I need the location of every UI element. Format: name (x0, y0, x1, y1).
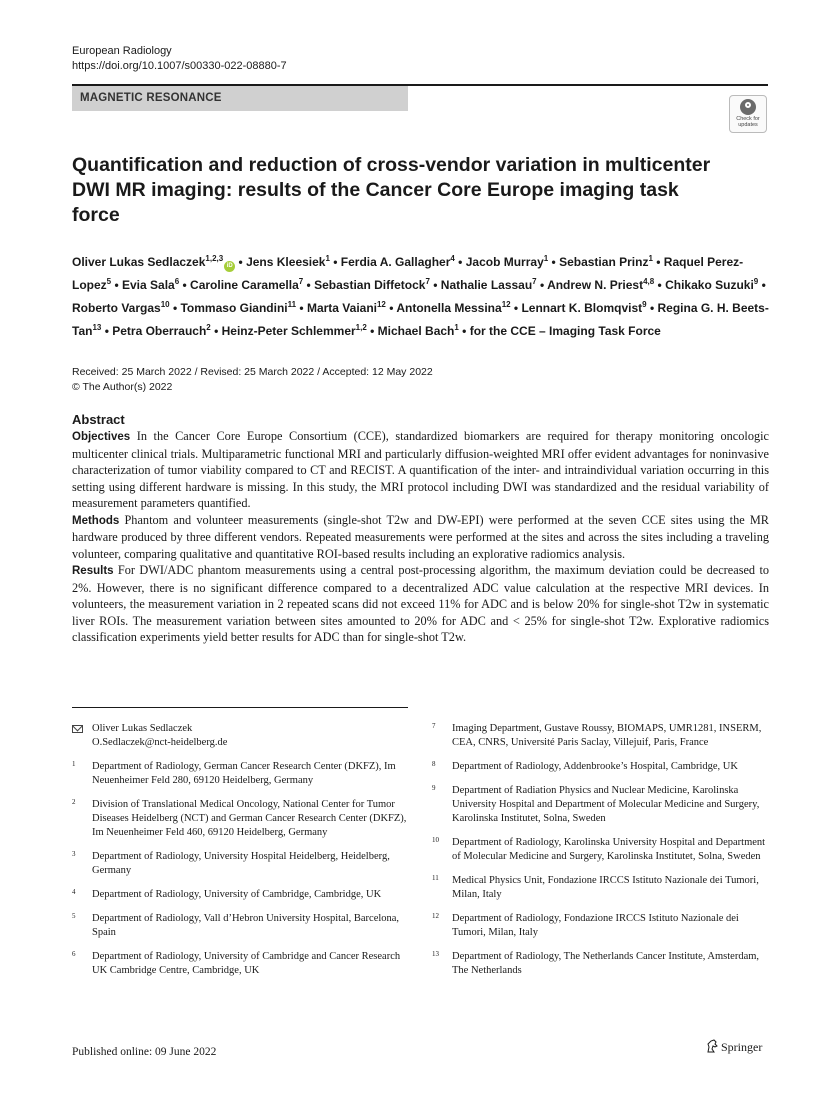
author-name[interactable]: Ferdia A. Gallagher (340, 255, 451, 269)
abstract-results (72, 562, 769, 646)
author-separator: • (179, 278, 191, 292)
author-affiliation-ref[interactable]: 2 (206, 323, 211, 332)
author-separator: • (510, 301, 522, 315)
affiliation (432, 874, 772, 902)
section-label: MAGNETIC RESONANCE (72, 86, 408, 111)
abstract-text: For DWI/ADC phantom measurements using a central post-processing algorithm, the maximum deviation could be decreased to 2%. However, there is no significant difference compared to a decentralized ADC value calculation at the respective MRI devices. In volunteers, the measurement variation in 2 repeated scans did not exceed 11% for ADC and is below 20% for single-shot T2w in systematic liver ROIs. The measurement variation between sites amounted to 20% for ADC and < 25% for single-shot T2w. Explorative radiomics classification experiments yield better results for ADC than for single-shot T2w. (72, 563, 770, 644)
author-name[interactable]: Jacob Murray (465, 255, 544, 269)
author-affiliation-ref[interactable]: 4,8 (643, 277, 655, 286)
affiliation-number: 8 (432, 760, 436, 768)
author-affiliation-ref[interactable]: 1 (543, 254, 549, 263)
author-name[interactable]: Andrew N. Priest (547, 278, 644, 292)
author-affiliation-ref[interactable]: 12 (376, 300, 386, 309)
author-separator: • (548, 255, 560, 269)
check-for-updates-line1: Check for (736, 116, 760, 122)
author-affiliation-ref[interactable]: 1,2 (355, 323, 367, 332)
author-affiliation-ref[interactable]: 1 (325, 254, 330, 263)
author-separator: • (652, 255, 664, 269)
journal-name: European Radiology (72, 45, 172, 57)
abstract-label: Results (72, 565, 114, 577)
author-separator: • (646, 301, 658, 315)
author-separator: • (296, 301, 307, 315)
author-separator: • (654, 278, 666, 292)
correspondence (72, 722, 412, 750)
envelope-icon (72, 725, 83, 733)
springer-horse-icon (706, 1039, 718, 1053)
author-name[interactable]: Heinz-Peter Schlemmer (221, 324, 356, 338)
check-for-updates-line2: updates (738, 122, 758, 128)
author-name[interactable]: Michael Bach (377, 324, 455, 338)
author-name[interactable]: Raquel Perez-Lopez (72, 255, 744, 292)
author-list (72, 249, 772, 341)
affiliation-text: Imaging Department, Gustave Roussy, BIOMAPS, UMR1281, INSERM, CEA, CNRS, Université Paris Saclay, Villejuif, Paris, France (452, 723, 762, 748)
author-name[interactable]: Sebastian Prinz (559, 255, 649, 269)
author-separator: • (458, 324, 470, 338)
author-separator: • (169, 301, 181, 315)
affiliation-text: Department of Radiology, Vall d’Hebron University Hospital, Barcelona, Spain (92, 913, 400, 938)
author-affiliation-ref[interactable]: 6 (174, 277, 180, 286)
affiliation (432, 784, 772, 826)
author-separator: • (329, 255, 341, 269)
affiliation (432, 722, 772, 750)
author-affiliation-ref[interactable]: 10 (160, 300, 170, 309)
affiliation-number: 7 (432, 722, 436, 730)
affiliation-number: 13 (432, 950, 439, 958)
correspondence-name: Oliver Lukas Sedlaczek (92, 723, 193, 734)
author-name[interactable]: Oliver Lukas Sedlaczek (72, 255, 206, 269)
publisher-logo (706, 1039, 762, 1055)
affiliation-number: 5 (72, 912, 76, 920)
orcid-icon[interactable]: iD (224, 261, 235, 272)
author-separator: • (101, 324, 113, 338)
affiliation-number: 3 (72, 850, 76, 858)
author-separator: • (385, 301, 397, 315)
affiliation-text: Department of Radiology, Addenbrooke’s Hospital, Cambridge, UK (452, 761, 738, 772)
footnote-rule (72, 707, 408, 708)
author-group: for the CCE – Imaging Task Force (469, 324, 661, 338)
article-title: Quantification and reduction of cross-vendor variation in multicenter DWI MR imaging: results of the Cancer Core Europe imaging task force (72, 154, 711, 226)
author-separator: • (429, 278, 441, 292)
author-affiliation-ref[interactable]: 7 (425, 277, 430, 286)
author-separator: • (366, 324, 378, 338)
affiliation-list-right (432, 722, 772, 978)
affiliation-text: Medical Physics Unit, Fondazione IRCCS Istituto Nazionale dei Tumori, Milan, Italy (452, 875, 759, 900)
abstract-label: Objectives (72, 431, 131, 443)
author-affiliation-ref[interactable]: 9 (753, 277, 759, 286)
abstract-objectives (72, 428, 769, 512)
affiliation-number: 1 (72, 760, 76, 768)
author-affiliation-ref[interactable]: 13 (92, 323, 102, 332)
author-name[interactable]: Regina G. H. Beets-Tan (72, 301, 769, 338)
affiliations-right (432, 722, 772, 988)
affiliation-list-left (72, 760, 412, 978)
affiliation-number: 9 (432, 784, 436, 792)
check-for-updates-button[interactable] (729, 95, 767, 133)
author-affiliation-ref[interactable]: 11 (287, 300, 297, 309)
affiliation (72, 850, 412, 878)
affiliation-number: 12 (432, 912, 439, 920)
author-name[interactable]: Roberto Vargas (72, 301, 161, 315)
copyright: © The Author(s) 2022 (72, 381, 173, 393)
author-separator: • (758, 278, 766, 292)
author-name[interactable]: Chikako Suzuki (665, 278, 754, 292)
author-name[interactable]: Jens Kleesiek (246, 255, 326, 269)
abstract-text: In the Cancer Core Europe Consortium (CCE), standardized biomarkers are required for therapy monitoring oncologic multicenter clinical trials. Multiparametric functional MRI and particularly diffusion-weighted MRI offer evident advantages for noninvasive characterization of tumor viability compared to CT and RECIST. A quantification of the inter- and intraindividual variation occurring in this setting using different hardware is missing. In this study, the MRI protocol including DWI was standardized and the residual variability of measurement parameters quantified. (72, 429, 769, 510)
affiliation-text: Department of Radiation Physics and Nuclear Medicine, Karolinska University Hospital and Department of Molecular Medicine and Surgery, Karolinska Institutet, Solna, Sweden (452, 785, 760, 824)
affiliation-number: 2 (72, 798, 76, 806)
author-affiliation-ref[interactable]: 1,2,3 (205, 254, 224, 263)
affiliation-text: Department of Radiology, Fondazione IRCCS Istituto Nazionale dei Tumori, Milan, Italy (452, 913, 739, 938)
affiliation-number: 6 (72, 950, 76, 958)
author-name[interactable]: Tommaso Giandini (180, 301, 288, 315)
author-separator: • (454, 255, 466, 269)
author-affiliation-ref[interactable]: 1 (648, 254, 653, 263)
author-affiliation-ref[interactable]: 12 (501, 300, 511, 309)
affiliation (72, 888, 412, 902)
abstract-label: Methods (72, 514, 120, 527)
check-for-updates-icon (740, 99, 756, 115)
author-name[interactable]: Petra Oberrauch (112, 324, 207, 338)
abstract-heading: Abstract (72, 412, 125, 427)
affiliation (72, 760, 412, 788)
author-name[interactable]: Nathalie Lassau (440, 278, 533, 292)
author-name[interactable]: Caroline Caramella (190, 278, 299, 292)
publisher-name: Springer (721, 1040, 763, 1054)
author-separator: • (235, 255, 247, 269)
correspondence-email[interactable]: O.Sedlaczek@nct-heidelberg.de (92, 737, 228, 748)
abstract-methods (72, 512, 769, 563)
affiliation (72, 912, 412, 940)
abstract-text: Phantom and volunteer measurements (single-shot T2w and DW-EPI) were performed at the seven CCE sites using the MR hardware produced by three different vendors. Repeated measurements were performed at the sites and across the sites including a traveling volunteer, comparing qualitative and quantitative ROI-based results including an explorative radiomics analysis. (72, 512, 769, 561)
author-affiliation-ref[interactable]: 9 (642, 300, 647, 309)
journal-header (72, 44, 287, 74)
author-separator: • (536, 278, 548, 292)
affiliation-text: Department of Radiology, Karolinska University Hospital and Department of Molecular Medicine and Surgery, Karolinska Institutet, Solna, Sweden (452, 837, 766, 862)
published-online: Published online: 09 June 2022 (72, 1046, 217, 1058)
affiliation-number: 4 (72, 888, 76, 896)
author-affiliation-ref[interactable]: 7 (298, 277, 304, 286)
affiliation (72, 950, 412, 978)
affiliation-number: 11 (432, 874, 439, 882)
history-dates: Received: 25 March 2022 / Revised: 25 March 2022 / Accepted: 12 May 2022 (72, 366, 433, 378)
author-affiliation-ref[interactable]: 5 (106, 277, 112, 286)
affiliation-number: 10 (432, 836, 439, 844)
affiliation (432, 950, 772, 978)
author-separator: • (210, 324, 222, 338)
affiliation (72, 798, 412, 840)
affiliation-text: Department of Radiology, University Hospital Heidelberg, Heidelberg, Germany (92, 851, 390, 876)
affiliation-text: Department of Radiology, The Netherlands Cancer Institute, Amsterdam, The Netherlands (452, 951, 760, 976)
affiliation-text: Department of Radiology, German Cancer Research Center (DKFZ), Im Neuenheimer Feld 280, 69120 Heidelberg, Germany (92, 761, 396, 786)
affiliation-text: Department of Radiology, University of Cambridge, Cambridge, UK (92, 889, 382, 900)
author-name[interactable]: Evia Sala (122, 278, 175, 292)
author-name[interactable]: Antonella Messina (396, 301, 502, 315)
author-name[interactable]: Sebastian Diffetock (314, 278, 426, 292)
affiliation-text: Department of Radiology, University of Cambridge and Cancer Research UK Cambridge Centre, Cambridge, UK (92, 951, 401, 976)
affiliation (432, 912, 772, 940)
abstract (72, 412, 769, 646)
affiliation-text: Division of Translational Medical Oncology, National Center for Tumor Diseases Heidelberg (NCT) and German Cancer Research Center (DKFZ), Im Neuenheimer Feld 460, 69120 Heidelberg, Germany (92, 799, 407, 838)
affiliation (432, 836, 772, 864)
author-separator: • (111, 278, 122, 292)
article-dates (72, 365, 433, 395)
author-affiliation-ref[interactable]: 1 (454, 323, 459, 332)
affiliation (432, 760, 772, 774)
author-affiliation-ref[interactable]: 7 (532, 277, 537, 286)
author-name[interactable]: Marta Vaiani (306, 301, 377, 315)
doi-link[interactable]: https://doi.org/10.1007/s00330-022-08880-7 (72, 60, 287, 72)
author-affiliation-ref[interactable]: 4 (450, 254, 455, 263)
author-separator: • (303, 278, 315, 292)
author-name[interactable]: Lennart K. Blomqvist (521, 301, 643, 315)
affiliations-left (72, 722, 412, 988)
